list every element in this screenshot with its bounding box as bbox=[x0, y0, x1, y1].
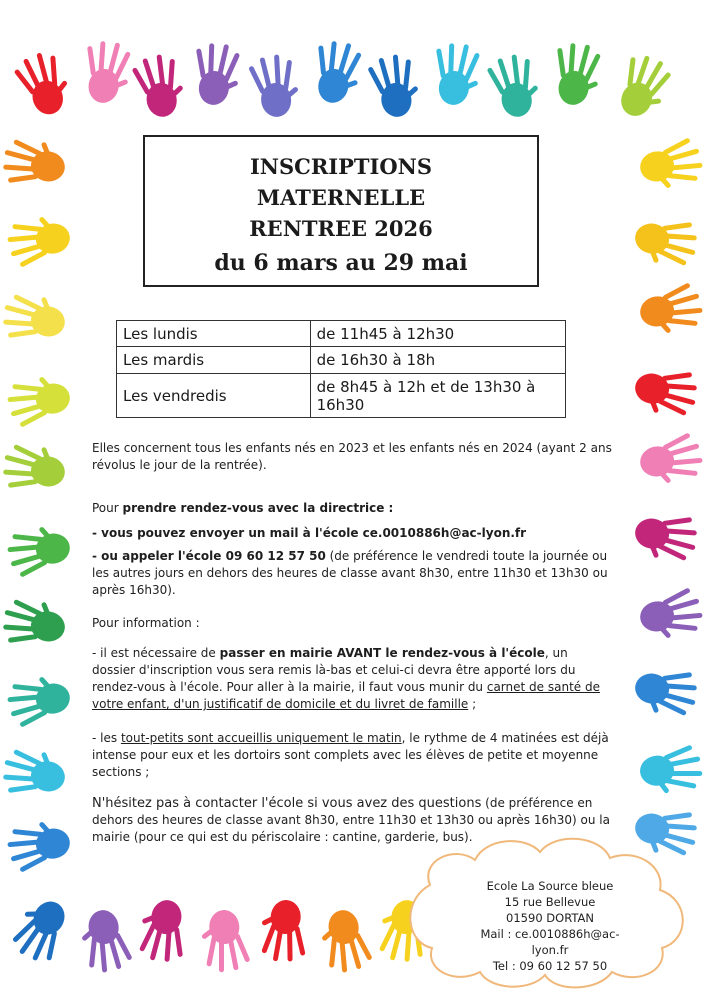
info-p2-underline: tout-petits sont accueillis uniquement le matin bbox=[120, 731, 402, 745]
table-row bbox=[117, 321, 566, 347]
info-p1-bold: passer en mairie AVANT le rendez-vous à l'école bbox=[219, 646, 545, 660]
hand-cyan-icon bbox=[429, 40, 484, 108]
schedule-hours: de 8h45 à 12h et de 13h30 à 16h30 bbox=[310, 374, 565, 418]
schedule-day: Les mardis bbox=[117, 347, 311, 374]
hand-red3-icon bbox=[258, 898, 310, 964]
hand-purple4-icon bbox=[77, 906, 134, 975]
hand-red-icon bbox=[11, 47, 77, 121]
title-line-2: MATERNELLE bbox=[256, 185, 426, 210]
title-dates: du 6 mars au 29 mai bbox=[214, 250, 468, 276]
info-p1-text-b: , un dossier d'inscription vous sera remis là-bas et celui-ci devra être apporté lors du rendez-vous à l'école. Pour aller à la mairie, il faut vous munir du bbox=[92, 646, 576, 694]
schedule-table bbox=[116, 320, 566, 418]
schedule-hours: de 11h45 à 12h30 bbox=[310, 321, 565, 347]
info-paragraph-2 bbox=[92, 730, 612, 781]
hand-teal-icon bbox=[485, 51, 544, 122]
hand-blue-icon bbox=[307, 37, 366, 108]
table-row bbox=[117, 347, 566, 374]
school-city: 01590 DORTAN bbox=[506, 911, 594, 925]
title-line-3: RENTREE 2026 bbox=[249, 216, 433, 241]
hand-orange2-icon bbox=[0, 135, 69, 192]
hand-cyan4-icon bbox=[0, 745, 69, 802]
info-paragraph-3 bbox=[92, 795, 612, 846]
rdv-phone-bold: - ou appeler l'école 09 60 12 57 50 bbox=[92, 549, 326, 563]
hand-pink2-icon bbox=[636, 431, 705, 488]
hand-green2-icon bbox=[4, 522, 73, 579]
hand-orange3-icon bbox=[317, 906, 374, 975]
hand-lime2-icon bbox=[4, 372, 73, 429]
hand-blue4-icon bbox=[4, 817, 73, 874]
rdv-lead-bold: prendre rendez-vous avec la directrice : bbox=[122, 501, 394, 515]
schedule-hours: de 16h30 à 18h bbox=[310, 347, 565, 374]
rdv-phone bbox=[92, 548, 612, 599]
hand-lime-icon bbox=[608, 49, 677, 125]
hand-purple3-icon bbox=[636, 586, 705, 643]
hand-pink-icon bbox=[78, 38, 135, 107]
schedule-day: Les lundis bbox=[117, 321, 311, 347]
hand-blue2-icon bbox=[366, 51, 423, 120]
rdv-heading bbox=[92, 500, 612, 517]
hand-magenta2-icon bbox=[631, 508, 700, 565]
info-p1-text-a: - il est nécessaire de bbox=[92, 646, 220, 660]
hand-yellow4-icon bbox=[0, 290, 69, 347]
info-heading: Pour information : bbox=[92, 616, 200, 630]
hand-purple-icon bbox=[189, 40, 244, 108]
schedule-day: Les vendredis bbox=[117, 374, 311, 418]
title-line-1: INSCRIPTIONS bbox=[249, 154, 433, 179]
hand-yellow-icon bbox=[636, 136, 705, 193]
hand-cyan3-icon bbox=[631, 803, 700, 860]
info-p2-text-b: , le rythme de 4 matinées est déjà intense pour eux et les dortoirs sont complets avec les élèves de petite et moyenne sections ; bbox=[92, 731, 609, 779]
hand-teal2-icon bbox=[4, 672, 73, 729]
school-address bbox=[470, 878, 630, 974]
rdv-lead: Pour bbox=[92, 501, 123, 515]
hand-purple2-icon bbox=[247, 52, 302, 120]
info-p3-text-b: (de préférence en dehors des heures de classe avant 8h30, entre 11h30 et 13h30 ou après 16h30) ou la mairie (pour ce qui est du périscolaire : cantine, garderie, bus). bbox=[92, 796, 610, 844]
rdv-phone-rest: (de préférence le vendredi toute la journée ou les autres jours en dehors des heures de classe avant 8h30, entre 11h30 et 13h30 ou après 16h30). bbox=[92, 549, 608, 597]
school-name: Ecole La Source bleue bbox=[486, 879, 614, 893]
info-p1-text-c: ; bbox=[468, 697, 477, 711]
info-paragraph-1 bbox=[92, 645, 612, 713]
hand-magenta3-icon bbox=[135, 896, 192, 965]
info-p1-underline: carnet de santé de votre enfant, d'un justificatif de domicile et du livret de famille bbox=[92, 680, 600, 711]
school-phone: Tel : 09 60 12 57 50 bbox=[492, 959, 608, 973]
title-box bbox=[143, 135, 539, 287]
school-street: 15 rue Bellevue bbox=[504, 895, 596, 909]
hand-yellow2-icon bbox=[631, 213, 700, 270]
hand-yellow3-icon bbox=[4, 212, 73, 269]
info-p3-text-a: N'hésitez pas à contacter l'école si vous avez des questions bbox=[92, 796, 482, 811]
hand-pink3-icon bbox=[199, 908, 251, 974]
intro-paragraph: Elles concernent tous les enfants nés en 2023 et les enfants nés en 2024 (ayant 2 ans révolus le jour de la rentrée). bbox=[92, 441, 612, 472]
table-row bbox=[117, 374, 566, 418]
hand-lime3-icon bbox=[0, 440, 69, 497]
hand-orange-icon bbox=[636, 281, 705, 338]
hand-green3-icon bbox=[0, 595, 69, 652]
hand-cyan2-icon bbox=[638, 744, 704, 796]
hand-magenta-icon bbox=[130, 51, 189, 122]
hand-blue3-icon bbox=[631, 663, 700, 720]
info-p2-text-a: - les bbox=[92, 731, 121, 745]
hand-blue5-icon bbox=[6, 891, 78, 968]
hand-green-icon bbox=[548, 40, 605, 109]
school-mail: Mail : ce.0010886h@ac-lyon.fr bbox=[480, 927, 620, 957]
rdv-mail: - vous pouvez envoyer un mail à l'école ce.0010886h@ac-lyon.fr bbox=[92, 526, 527, 540]
hand-red2-icon bbox=[631, 363, 700, 420]
